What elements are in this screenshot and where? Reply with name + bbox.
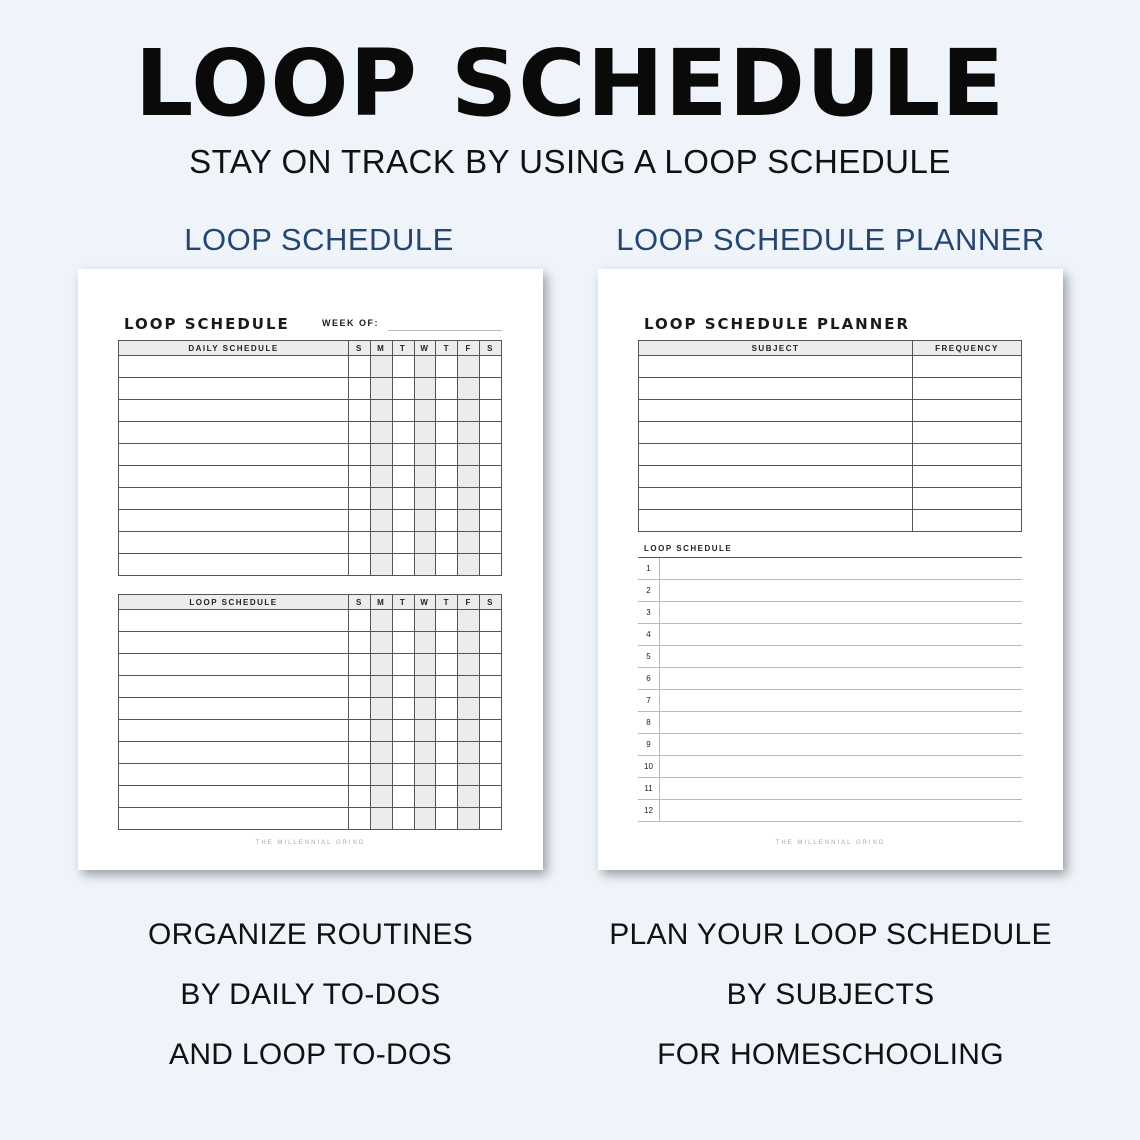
table-row	[119, 554, 502, 576]
table-cell[interactable]	[414, 510, 436, 532]
table-cell[interactable]	[913, 378, 1022, 400]
table-cell[interactable]	[370, 422, 392, 444]
table-cell[interactable]	[458, 786, 480, 808]
table-row	[639, 356, 1022, 378]
table-cell[interactable]	[370, 786, 392, 808]
table-cell[interactable]	[436, 742, 458, 764]
right-sheet	[598, 269, 1063, 870]
loop-schedule-table	[118, 594, 502, 830]
caption-line: BY DAILY TO-DOS	[180, 978, 441, 1011]
table-cell[interactable]	[119, 532, 349, 554]
table-cell[interactable]	[480, 510, 502, 532]
table-cell[interactable]	[480, 610, 502, 632]
table-cell[interactable]	[119, 786, 349, 808]
table-cell[interactable]	[480, 786, 502, 808]
table-cell[interactable]	[639, 444, 913, 466]
table-row	[119, 808, 502, 830]
table-cell[interactable]	[913, 356, 1022, 378]
table-cell[interactable]	[480, 632, 502, 654]
table-cell[interactable]	[349, 720, 371, 742]
table-cell[interactable]	[480, 378, 502, 400]
week-of-line	[388, 330, 502, 331]
table-cell[interactable]	[119, 510, 349, 532]
right-panel-title: LOOP SCHEDULE PLANNER	[616, 222, 1045, 257]
table-cell[interactable]	[349, 654, 371, 676]
table-row	[119, 378, 502, 400]
table-cell[interactable]	[349, 808, 371, 830]
table-cell[interactable]	[392, 444, 414, 466]
table-cell[interactable]	[436, 786, 458, 808]
frequency-header: FREQUENCY	[913, 341, 1022, 356]
table-cell[interactable]	[119, 676, 349, 698]
table-cell[interactable]	[480, 720, 502, 742]
table-row	[119, 742, 502, 764]
table-row	[119, 698, 502, 720]
table-cell[interactable]	[458, 488, 480, 510]
table-cell[interactable]	[349, 400, 371, 422]
left-sheet-heading: LOOP SCHEDULE	[124, 315, 290, 333]
list-item[interactable]	[638, 646, 1022, 668]
table-row	[119, 356, 502, 378]
table-cell[interactable]	[392, 532, 414, 554]
table-cell[interactable]	[480, 808, 502, 830]
table-row	[119, 676, 502, 698]
table-cell[interactable]	[913, 466, 1022, 488]
table-row	[119, 610, 502, 632]
list-item[interactable]	[638, 778, 1022, 800]
subject-header: SUBJECT	[639, 341, 913, 356]
daily-schedule-header: DAILY SCHEDULE	[119, 341, 349, 356]
subject-frequency-table	[638, 340, 1022, 532]
page-title: LOOP SCHEDULE	[134, 30, 1006, 137]
loop-list	[638, 557, 1022, 822]
table-cell[interactable]	[119, 764, 349, 786]
list-item-number: 5	[638, 646, 660, 667]
table-cell[interactable]	[349, 422, 371, 444]
table-cell[interactable]	[119, 654, 349, 676]
table-cell[interactable]	[414, 532, 436, 554]
table-cell[interactable]	[458, 422, 480, 444]
table-cell[interactable]	[392, 422, 414, 444]
table-cell[interactable]	[639, 400, 913, 422]
table-cell[interactable]	[119, 554, 349, 576]
table-cell[interactable]	[458, 554, 480, 576]
list-item[interactable]	[638, 668, 1022, 690]
right-sheet-footer: THE MILLENNIAL GRIND	[775, 840, 886, 846]
list-item[interactable]	[638, 690, 1022, 712]
day-header: T	[436, 341, 458, 356]
left-sheet-footer: THE MILLENNIAL GRIND	[255, 840, 366, 846]
table-cell[interactable]	[119, 742, 349, 764]
table-cell[interactable]	[349, 786, 371, 808]
table-cell[interactable]	[436, 676, 458, 698]
table-cell[interactable]	[436, 808, 458, 830]
table-row	[119, 510, 502, 532]
table-cell[interactable]	[639, 356, 913, 378]
day-header: T	[392, 595, 414, 610]
table-cell[interactable]	[436, 356, 458, 378]
table-row	[119, 466, 502, 488]
table-cell[interactable]	[349, 510, 371, 532]
table-cell[interactable]	[392, 510, 414, 532]
table-cell[interactable]	[349, 632, 371, 654]
table-cell[interactable]	[119, 356, 349, 378]
table-cell[interactable]	[458, 654, 480, 676]
table-cell[interactable]	[392, 764, 414, 786]
list-item[interactable]	[638, 624, 1022, 646]
table-cell[interactable]	[436, 378, 458, 400]
table-cell[interactable]	[458, 632, 480, 654]
table-cell[interactable]	[458, 378, 480, 400]
table-cell[interactable]	[480, 488, 502, 510]
table-cell[interactable]	[639, 378, 913, 400]
table-cell[interactable]	[436, 654, 458, 676]
table-cell[interactable]	[436, 510, 458, 532]
table-cell[interactable]	[436, 554, 458, 576]
table-cell[interactable]	[436, 400, 458, 422]
table-cell[interactable]	[414, 632, 436, 654]
day-header: M	[370, 595, 392, 610]
table-cell[interactable]	[436, 720, 458, 742]
table-cell[interactable]	[392, 786, 414, 808]
table-cell[interactable]	[370, 610, 392, 632]
table-cell[interactable]	[414, 808, 436, 830]
list-item-number: 9	[638, 734, 660, 755]
table-cell[interactable]	[370, 808, 392, 830]
table-cell[interactable]	[458, 720, 480, 742]
table-cell[interactable]	[414, 698, 436, 720]
table-cell[interactable]	[392, 400, 414, 422]
table-cell[interactable]	[349, 444, 371, 466]
table-row	[119, 422, 502, 444]
table-cell[interactable]	[436, 444, 458, 466]
table-cell[interactable]	[119, 444, 349, 466]
table-cell[interactable]	[370, 654, 392, 676]
list-item-number: 8	[638, 712, 660, 733]
list-item[interactable]	[638, 756, 1022, 778]
table-cell[interactable]	[458, 400, 480, 422]
table-cell[interactable]	[392, 610, 414, 632]
table-row	[639, 466, 1022, 488]
table-cell[interactable]	[370, 676, 392, 698]
table-cell[interactable]	[639, 422, 913, 444]
table-cell[interactable]	[370, 466, 392, 488]
table-cell[interactable]	[392, 654, 414, 676]
table-cell[interactable]	[392, 742, 414, 764]
table-cell[interactable]	[119, 422, 349, 444]
list-item-number: 1	[638, 558, 660, 579]
left-sheet	[78, 269, 543, 870]
day-header: S	[480, 595, 502, 610]
right-sheet-heading: LOOP SCHEDULE PLANNER	[644, 315, 911, 333]
table-cell[interactable]	[414, 676, 436, 698]
table-cell[interactable]	[458, 532, 480, 554]
table-cell[interactable]	[119, 632, 349, 654]
table-cell[interactable]	[370, 510, 392, 532]
day-header: M	[370, 341, 392, 356]
caption-line: BY SUBJECTS	[726, 978, 935, 1011]
table-cell[interactable]	[119, 488, 349, 510]
table-cell[interactable]	[913, 400, 1022, 422]
table-cell[interactable]	[436, 764, 458, 786]
caption-line: FOR HOMESCHOOLING	[657, 1038, 1004, 1071]
day-header: W	[414, 341, 436, 356]
table-cell[interactable]	[370, 444, 392, 466]
caption-line: PLAN YOUR LOOP SCHEDULE	[609, 918, 1052, 951]
list-item[interactable]	[638, 580, 1022, 602]
day-header: F	[458, 595, 480, 610]
table-cell[interactable]	[370, 698, 392, 720]
table-row	[119, 444, 502, 466]
list-item-number: 6	[638, 668, 660, 689]
table-cell[interactable]	[349, 610, 371, 632]
table-cell[interactable]	[480, 444, 502, 466]
table-row	[639, 510, 1022, 532]
list-item-number: 2	[638, 580, 660, 601]
table-cell[interactable]	[370, 532, 392, 554]
list-item[interactable]	[638, 712, 1022, 734]
table-cell[interactable]	[458, 808, 480, 830]
caption-line: AND LOOP TO-DOS	[169, 1038, 452, 1071]
day-header: T	[392, 341, 414, 356]
table-row	[119, 400, 502, 422]
table-cell[interactable]	[639, 510, 913, 532]
table-cell[interactable]	[414, 764, 436, 786]
table-cell[interactable]	[349, 378, 371, 400]
loop-list-heading: LOOP SCHEDULE	[644, 544, 733, 553]
table-cell[interactable]	[458, 466, 480, 488]
table-cell[interactable]	[119, 378, 349, 400]
table-cell[interactable]	[480, 554, 502, 576]
table-cell[interactable]	[414, 554, 436, 576]
day-header: S	[480, 341, 502, 356]
table-cell[interactable]	[913, 444, 1022, 466]
table-cell[interactable]	[392, 808, 414, 830]
table-cell[interactable]	[119, 720, 349, 742]
table-cell[interactable]	[414, 400, 436, 422]
table-cell[interactable]	[436, 610, 458, 632]
table-cell[interactable]	[458, 356, 480, 378]
table-cell[interactable]	[480, 400, 502, 422]
list-item-number: 10	[638, 756, 660, 777]
table-cell[interactable]	[436, 422, 458, 444]
table-cell[interactable]	[480, 466, 502, 488]
table-cell[interactable]	[458, 742, 480, 764]
table-cell[interactable]	[119, 610, 349, 632]
table-cell[interactable]	[370, 764, 392, 786]
table-row	[639, 444, 1022, 466]
table-cell[interactable]	[370, 554, 392, 576]
table-cell[interactable]	[480, 742, 502, 764]
table-cell[interactable]	[349, 466, 371, 488]
table-cell[interactable]	[639, 466, 913, 488]
day-header: W	[414, 595, 436, 610]
table-cell[interactable]	[119, 466, 349, 488]
list-item-number: 7	[638, 690, 660, 711]
table-cell[interactable]	[480, 764, 502, 786]
table-cell[interactable]	[639, 488, 913, 510]
list-item-number: 3	[638, 602, 660, 623]
caption-line: ORGANIZE ROUTINES	[147, 918, 474, 951]
day-header: T	[436, 595, 458, 610]
table-cell[interactable]	[414, 786, 436, 808]
page-subtitle: STAY ON TRACK BY USING A LOOP SCHEDULE	[189, 143, 951, 180]
table-cell[interactable]	[913, 488, 1022, 510]
table-cell[interactable]	[392, 554, 414, 576]
table-cell[interactable]	[458, 610, 480, 632]
loop-schedule-header: LOOP SCHEDULE	[119, 595, 349, 610]
table-cell[interactable]	[349, 742, 371, 764]
table-cell[interactable]	[370, 632, 392, 654]
table-cell[interactable]	[480, 356, 502, 378]
week-of-label: WEEK OF:	[322, 318, 379, 328]
table-cell[interactable]	[349, 488, 371, 510]
left-caption	[78, 905, 543, 1085]
table-cell[interactable]	[349, 676, 371, 698]
table-cell[interactable]	[414, 422, 436, 444]
table-cell[interactable]	[392, 720, 414, 742]
table-cell[interactable]	[349, 764, 371, 786]
right-caption	[598, 905, 1063, 1085]
daily-schedule-table	[118, 340, 502, 576]
table-cell[interactable]	[480, 532, 502, 554]
table-cell[interactable]	[458, 764, 480, 786]
table-cell[interactable]	[392, 466, 414, 488]
table-cell[interactable]	[414, 444, 436, 466]
table-cell[interactable]	[458, 676, 480, 698]
table-cell[interactable]	[480, 654, 502, 676]
table-cell[interactable]	[414, 488, 436, 510]
table-row	[639, 488, 1022, 510]
table-row	[119, 720, 502, 742]
list-item-number: 11	[638, 778, 660, 799]
table-cell[interactable]	[370, 400, 392, 422]
table-cell[interactable]	[480, 676, 502, 698]
table-cell[interactable]	[414, 742, 436, 764]
left-panel-title: LOOP SCHEDULE	[184, 222, 454, 257]
table-cell[interactable]	[414, 610, 436, 632]
table-cell[interactable]	[370, 720, 392, 742]
table-cell[interactable]	[414, 466, 436, 488]
list-item[interactable]	[638, 558, 1022, 580]
table-cell[interactable]	[392, 676, 414, 698]
list-item[interactable]	[638, 602, 1022, 624]
day-header: S	[349, 341, 371, 356]
table-cell[interactable]	[370, 488, 392, 510]
list-item[interactable]	[638, 800, 1022, 822]
list-item-number: 12	[638, 800, 660, 821]
table-cell[interactable]	[349, 698, 371, 720]
table-cell[interactable]	[436, 698, 458, 720]
table-row	[119, 764, 502, 786]
table-cell[interactable]	[392, 632, 414, 654]
table-row	[119, 786, 502, 808]
table-row	[639, 378, 1022, 400]
table-cell[interactable]	[436, 466, 458, 488]
table-cell[interactable]	[458, 698, 480, 720]
table-row	[639, 422, 1022, 444]
table-row	[119, 532, 502, 554]
table-cell[interactable]	[119, 808, 349, 830]
list-item-number: 4	[638, 624, 660, 645]
table-cell[interactable]	[414, 356, 436, 378]
table-cell[interactable]	[370, 378, 392, 400]
table-row	[639, 400, 1022, 422]
table-cell[interactable]	[414, 654, 436, 676]
table-cell[interactable]	[436, 532, 458, 554]
table-cell[interactable]	[392, 488, 414, 510]
table-cell[interactable]	[414, 720, 436, 742]
table-cell[interactable]	[392, 378, 414, 400]
table-cell[interactable]	[392, 698, 414, 720]
table-cell[interactable]	[913, 510, 1022, 532]
table-cell[interactable]	[480, 698, 502, 720]
table-cell[interactable]	[458, 510, 480, 532]
list-item[interactable]	[638, 734, 1022, 756]
table-cell[interactable]	[370, 742, 392, 764]
table-cell[interactable]	[370, 356, 392, 378]
table-cell[interactable]	[480, 422, 502, 444]
table-cell[interactable]	[119, 698, 349, 720]
table-cell[interactable]	[458, 444, 480, 466]
table-row	[119, 654, 502, 676]
table-cell[interactable]	[349, 554, 371, 576]
table-cell[interactable]	[119, 400, 349, 422]
table-cell[interactable]	[392, 356, 414, 378]
table-cell[interactable]	[436, 632, 458, 654]
table-cell[interactable]	[414, 378, 436, 400]
table-cell[interactable]	[913, 422, 1022, 444]
table-row	[119, 632, 502, 654]
day-header: F	[458, 341, 480, 356]
table-cell[interactable]	[349, 356, 371, 378]
table-cell[interactable]	[349, 532, 371, 554]
day-header: S	[349, 595, 371, 610]
table-cell[interactable]	[436, 488, 458, 510]
table-row	[119, 488, 502, 510]
